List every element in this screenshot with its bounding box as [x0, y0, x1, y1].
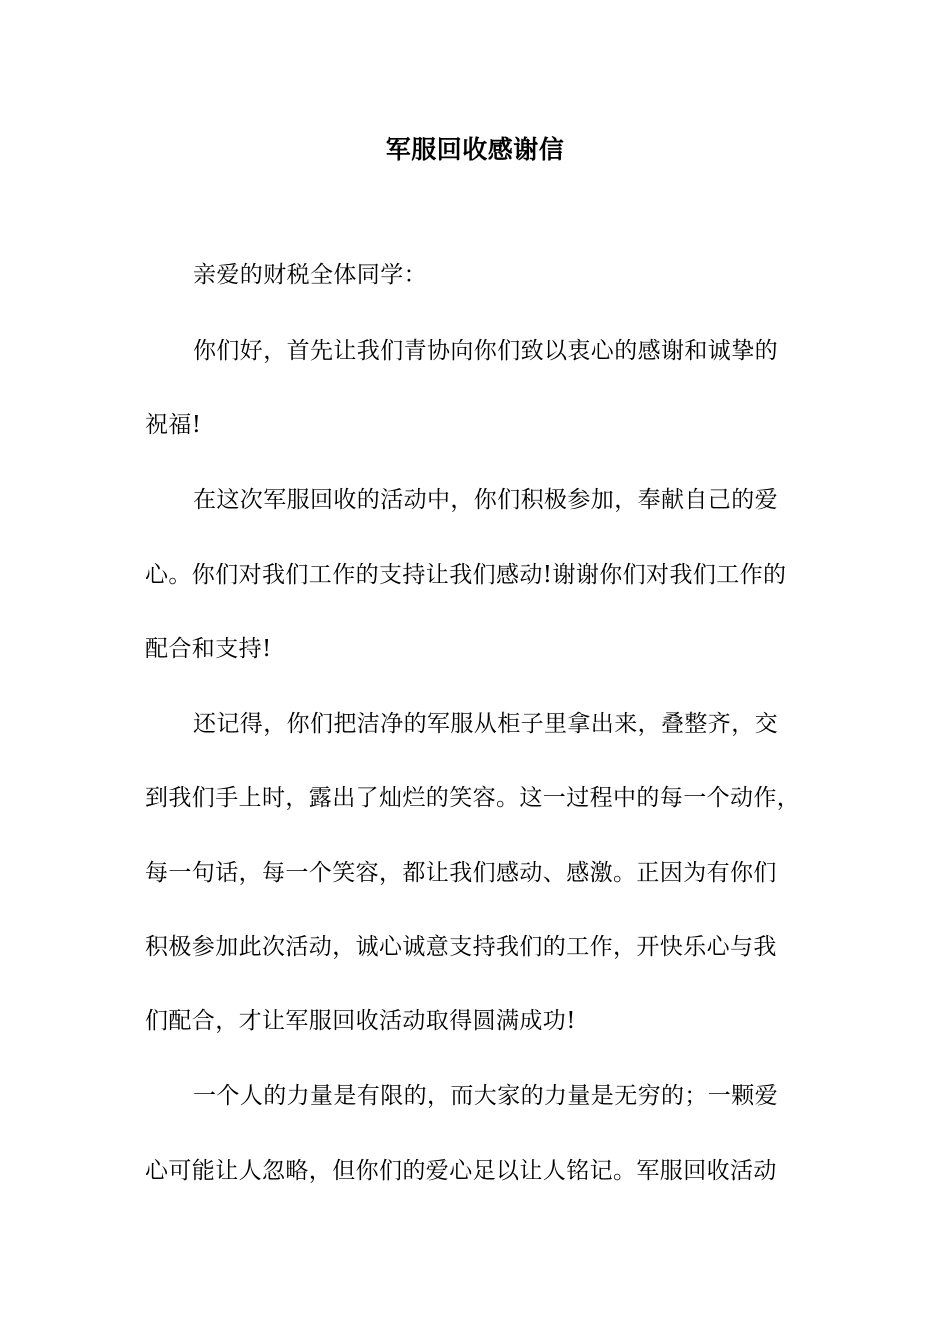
document-title: 军服回收感谢信 [385, 135, 565, 164]
paragraph-3-line-5: 们配合，才让军服回收活动取得圆满成功! [145, 1008, 576, 1034]
paragraph-1-line-2: 祝福! [145, 412, 202, 438]
paragraph-4-line-2: 心可能让人忽略，但你们的爱心足以让人铭记。军服回收活动 [145, 1158, 777, 1184]
paragraph-2-line-1: 在这次军服回收的活动中，你们积极参加，奉献自己的爱 [193, 487, 778, 513]
paragraph-4-line-1: 一个人的力量是有限的，而大家的力量是无穷的；一颗爱 [193, 1083, 778, 1109]
paragraph-3-line-1: 还记得，你们把洁净的军服从柜子里拿出来，叠整齐，交 [193, 711, 778, 737]
paragraph-3-line-3: 每一句话，每一个笑容，都让我们感动、感激。正因为有你们 [145, 860, 777, 886]
paragraph-3-line-4: 积极参加此次活动，诚心诚意支持我们的工作，开快乐心与我 [145, 934, 777, 960]
salutation-line: 亲爱的财税全体同学： [193, 262, 427, 288]
paragraph-2-line-2: 心。你们对我们工作的支持让我们感动!谢谢你们对我们工作的 [145, 562, 787, 588]
paragraph-3-line-2: 到我们手上时，露出了灿烂的笑容。这一过程中的每一个动作， [145, 785, 801, 811]
paragraph-1-line-1: 你们好，首先让我们青协向你们致以衷心的感谢和诚挚的 [193, 338, 778, 364]
paragraph-2-line-3: 配合和支持! [145, 636, 272, 662]
